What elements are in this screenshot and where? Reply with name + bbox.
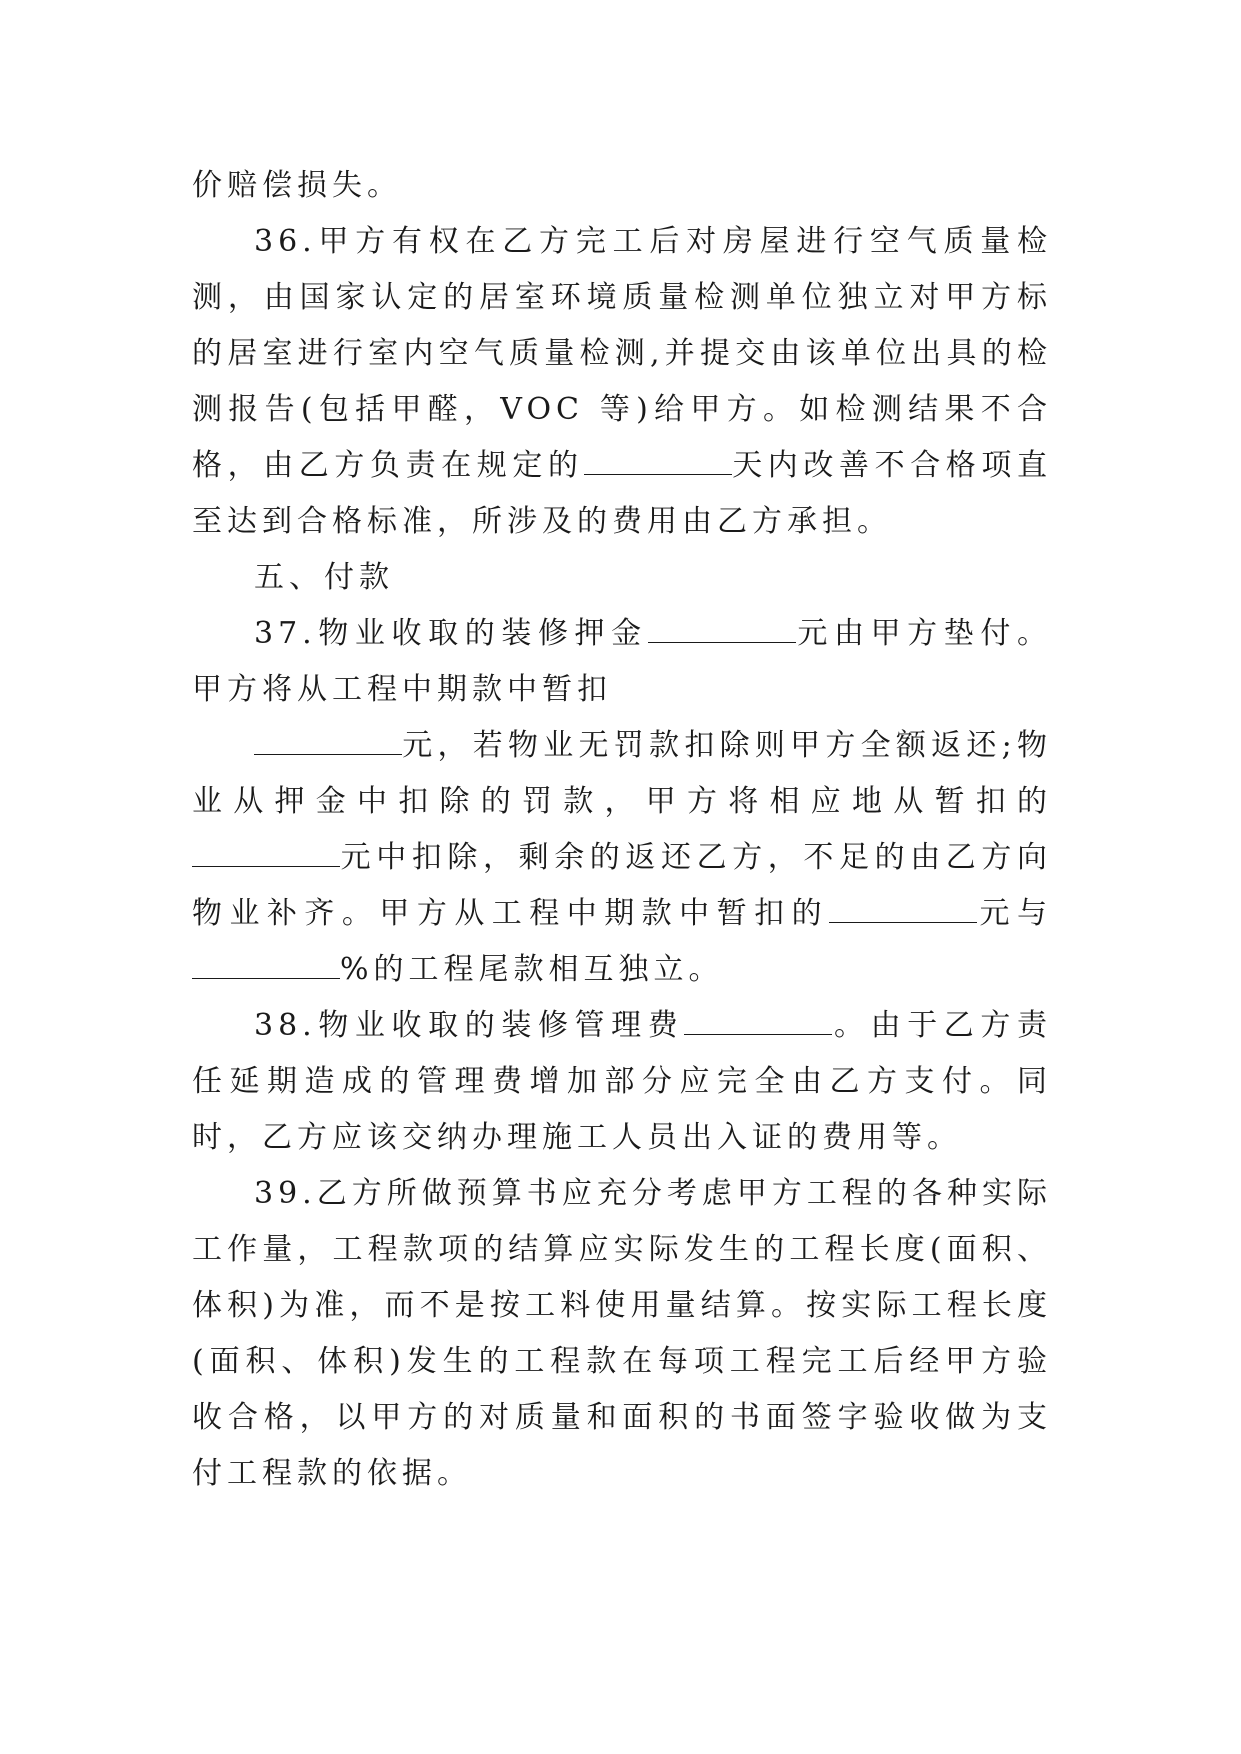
fill-blank-withheld-amount[interactable] [254,728,402,755]
clause-37-text-1: 37.物业收取的装修押金 [254,616,648,651]
fill-blank-deposit[interactable] [648,616,796,643]
fill-blank-management-fee[interactable] [684,1008,832,1035]
document-body [192,158,1052,1502]
clause-37-cont-text-4: %的工程尾款相互独立。 [340,952,724,987]
clause-37-cont-text-3: 元与 [977,896,1053,931]
section-heading-payment [192,550,1052,606]
clause-37-text-2: 元由甲方垫付。甲方将从工程中期款中暂扣 [192,616,1052,707]
clause-36-text-2: 天内改善不合格项直至达到合格标准，所涉及的费用由乙方承担。 [192,448,1053,539]
fill-blank-percent[interactable] [192,952,340,979]
clause-38-text-2: 。由于乙方责任延期造成的管理费增加部分应完全由乙方支付。同时，乙方应该交纳办理施工人员出入证的费用等。 [192,1008,1053,1155]
paragraph-continuation [192,158,1052,214]
section-heading-text: 五、付款 [254,560,394,595]
clause-37-continuation [192,718,1052,998]
clause-38 [192,998,1052,1166]
clause-38-text-1: 38.物业收取的装修管理费 [254,1008,685,1043]
paragraph-text: 价赔偿损失。 [192,168,402,203]
clause-39 [192,1166,1052,1502]
clause-37-cont-text-2: 元中扣除，剩余的返还乙方，不足的由乙方向物业补齐。甲方从工程中期款中暂扣的 [192,840,1052,931]
fill-blank-days[interactable] [584,448,732,475]
fill-blank-withheld-from[interactable] [192,840,340,867]
clause-39-text: 39.乙方所做预算书应充分考虑甲方工程的各种实际工作量，工程款项的结算应实际发生的工程长度(面积、体积)为准，而不是按工料使用量结算。按实际工程长度(面积、体积)发生的工程款在每项工程完工后经甲方验收合格，以甲方的对质量和面积的书面签字验收做为支付工程款的依据。 [192,1176,1052,1491]
clause-37-cont-text-1: 元，若物业无罚款扣除则甲方全额返还;物业从押金中扣除的罚款，甲方将相应地从暂扣的 [192,728,1052,819]
fill-blank-withheld-yuan[interactable] [829,896,977,923]
clause-37 [192,606,1052,718]
clause-36 [192,214,1052,550]
clause-36-text-1: 36.甲方有权在乙方完工后对房屋进行空气质量检测，由国家认定的居室环境质量检测单位独立对甲方标的居室进行室内空气质量检测,并提交由该单位出具的检测报告(包括甲醛，VOC 等)给甲方。如检测结果不合格，由乙方负责在规定的 [192,224,1052,483]
